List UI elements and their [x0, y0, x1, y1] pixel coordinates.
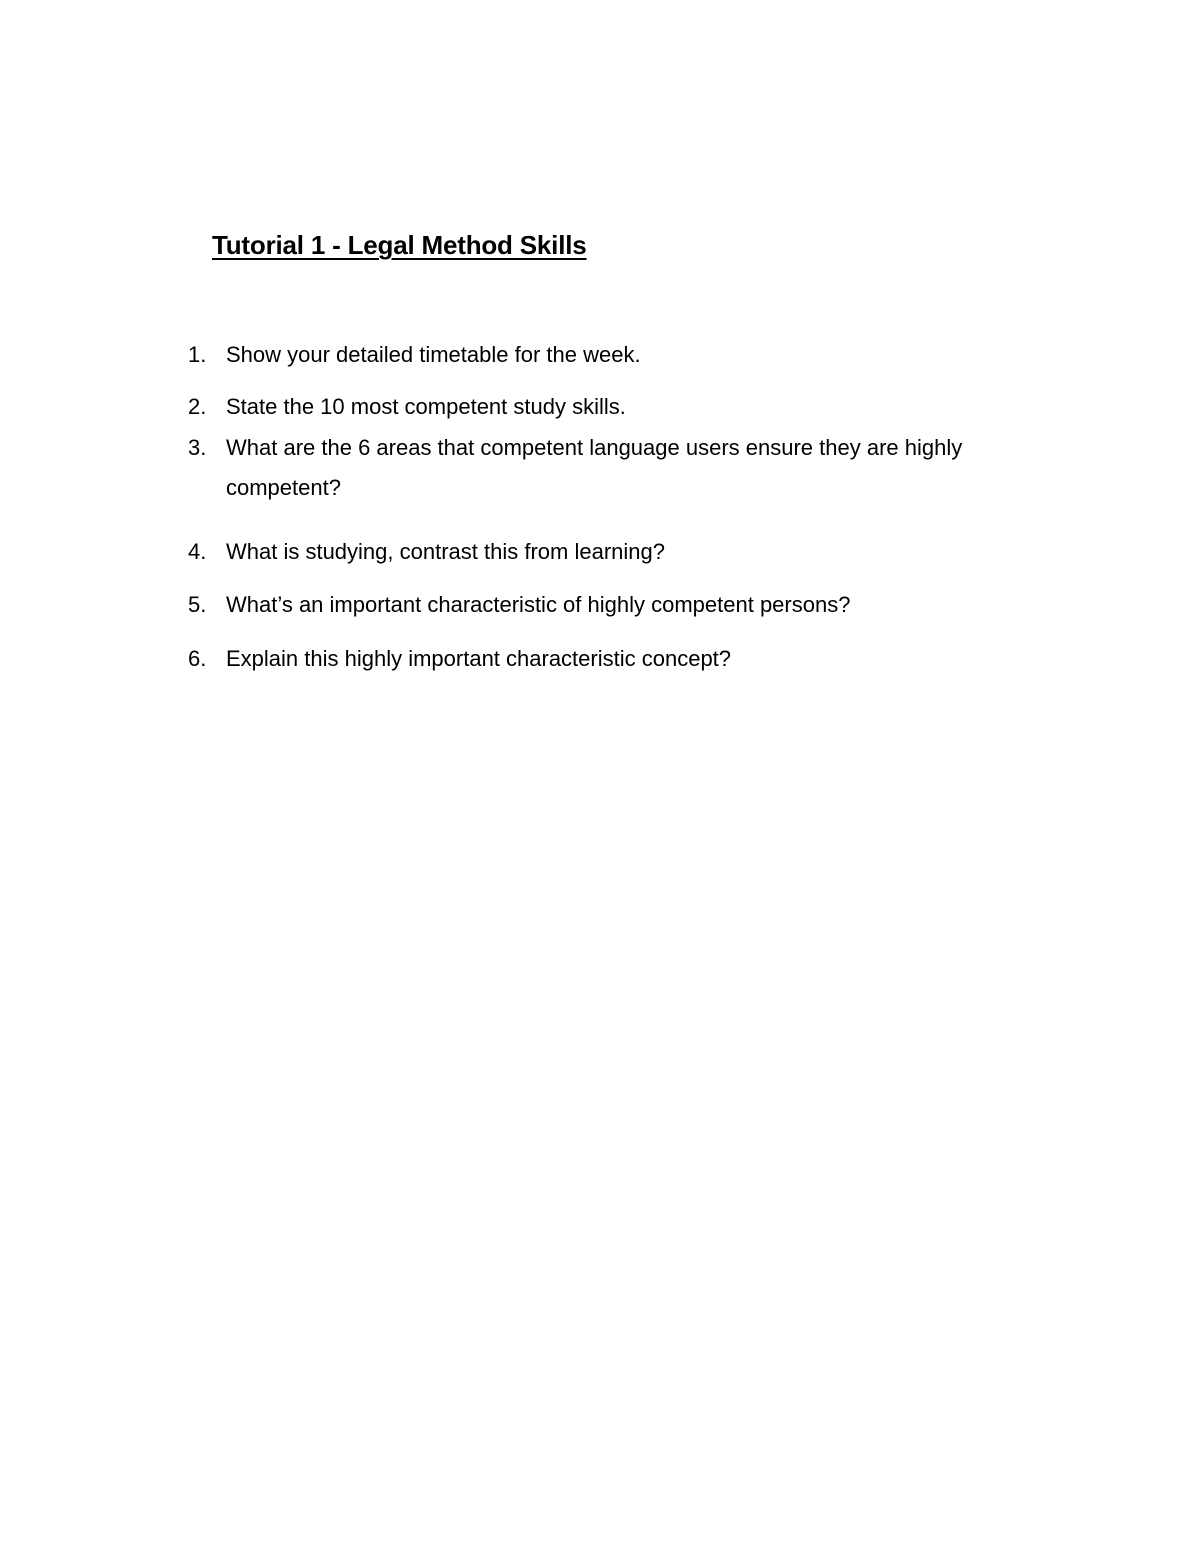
question-item: [188, 335, 1048, 375]
question-number: 6.: [188, 646, 207, 671]
question-item: [188, 639, 1048, 679]
question-item: [188, 387, 1048, 427]
question-text: State the 10 most competent study skills.: [226, 394, 626, 419]
document-title: Tutorial 1 - Legal Method Skills: [212, 230, 587, 260]
question-number: 3.: [188, 435, 207, 460]
question-item: [188, 428, 1048, 508]
question-text: What’s an important characteristic of highly competent persons?: [226, 592, 851, 617]
question-item: [188, 585, 1048, 625]
question-text: What are the 6 areas that competent language users ensure they are highly competent?: [226, 435, 963, 500]
question-number: 1.: [188, 342, 207, 367]
question-number: 5.: [188, 592, 207, 617]
question-text: Show your detailed timetable for the week.: [226, 342, 641, 367]
question-number: 4.: [188, 539, 207, 564]
question-item: [188, 532, 1048, 572]
question-text: What is studying, contrast this from learning?: [226, 539, 665, 564]
question-text: Explain this highly important characteristic concept?: [226, 646, 732, 671]
question-number: 2.: [188, 394, 207, 419]
